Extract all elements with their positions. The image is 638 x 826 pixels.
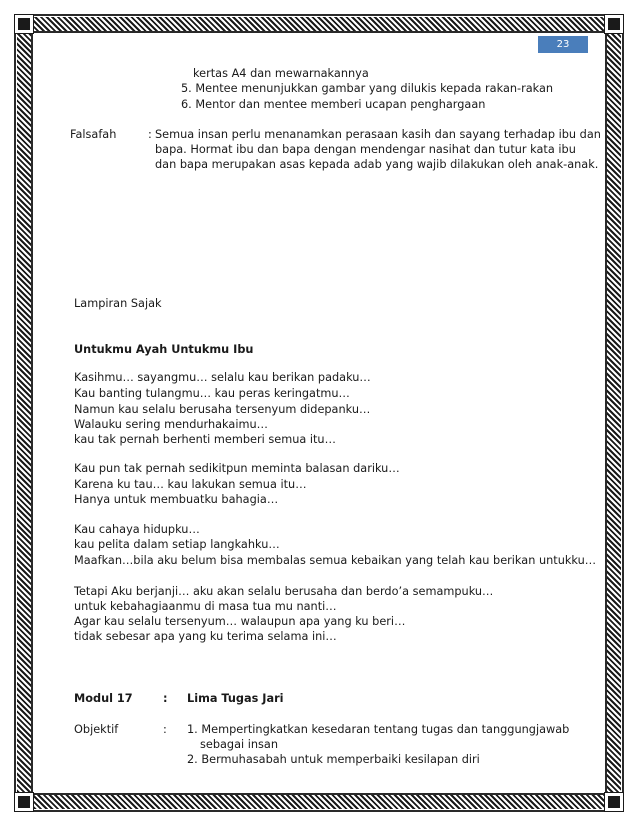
objektif-item: 2. Bermuhasabah untuk memperbaiki kesilapan diri [187,753,480,766]
border-corner-ornament [605,15,623,33]
poem-line: kau pelita dalam setiap langkahku… [74,538,280,551]
objektif-label: Objektif [74,723,119,736]
objektif-item-continuation: sebagai insan [200,738,279,751]
border-corner-ornament [15,793,33,811]
poem-line: tidak sebesar apa yang ku terima selama ini… [74,630,337,643]
modul-colon: : [163,692,168,705]
poem-title: Untukmu Ayah Untukmu Ibu [74,343,254,356]
poem-line: Kasihmu… sayangmu… selalu kau berikan padaku… [74,371,371,384]
step-continuation: kertas A4 dan mewarnakannya [193,67,369,80]
poem-line: Tetapi Aku berjanji… aku akan selalu berusaha dan berdo’a semampuku… [74,585,494,598]
falsafah-text-line: dan bapa merupakan asas kepada adab yang wajib dilakukan oleh anak-anak. [155,158,599,171]
falsafah-label: Falsafah [70,128,117,141]
poem-line: Walauku sering mendurhakaimu… [74,418,268,431]
poem-line: kau tak pernah berhenti memberi semua itu… [74,433,336,446]
poem-line: untuk kebahagiaanmu di masa tua mu nanti… [74,600,337,613]
poem-line: Hanya untuk membuatku bahagia… [74,493,279,506]
poem-line: Karena ku tau… kau lakukan semua itu… [74,478,307,491]
poem-line: Maafkan…bila aku belum bisa membalas semua kebaikan yang telah kau berikan untukku… [74,554,597,567]
step-item: 6. Mentor dan mentee memberi ucapan penghargaan [181,98,486,111]
modul-title: Lima Tugas Jari [187,692,284,705]
falsafah-text-line: bapa. Hormat ibu dan bapa dengan mendengar nasihat dan tutur kata ibu [155,143,576,156]
poem-line: Namun kau selalu berusaha tersenyum didepanku… [74,403,371,416]
page-number-badge: 23 [538,36,588,53]
step-item: 5. Mentee menunjukkan gambar yang dilukis kepada rakan-rakan [181,82,554,95]
poem-line: Kau cahaya hidupku… [74,523,200,536]
poem-line: Agar kau selalu tersenyum… walaupun apa yang ku beri… [74,615,406,628]
modul-label: Modul 17 [74,692,133,705]
poem-line: Kau banting tulangmu… kau peras keringatmu… [74,387,350,400]
objektif-colon: : [163,723,167,736]
falsafah-text-line: Semua insan perlu menanamkan perasaan kasih dan sayang terhadap ibu dan [155,128,601,141]
lampiran-heading: Lampiran Sajak [74,297,162,310]
poem-line: Kau pun tak pernah sedikitpun meminta balasan dariku… [74,462,400,475]
border-corner-ornament [605,793,623,811]
objektif-item: 1. Mempertingkatkan kesedaran tentang tugas dan tanggungjawab [187,723,570,736]
border-corner-ornament [15,15,33,33]
falsafah-colon: : [148,128,152,141]
